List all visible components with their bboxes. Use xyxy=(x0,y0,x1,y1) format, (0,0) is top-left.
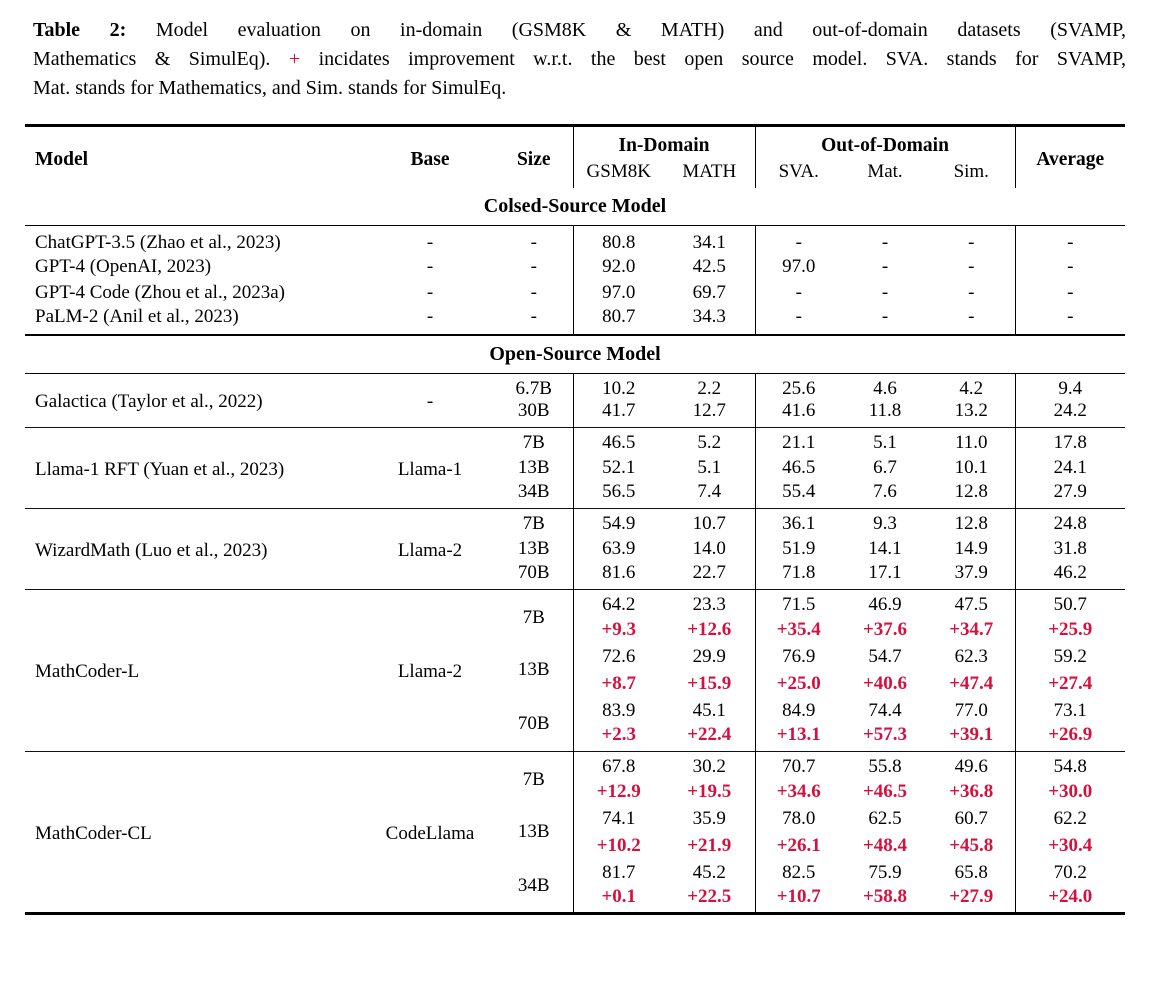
metric-value: 80.7 xyxy=(602,306,636,327)
section-header-row xyxy=(25,335,1125,373)
metric-value: 10.2 xyxy=(602,377,636,399)
metric-value: 62.3 xyxy=(928,643,1015,670)
metric-value: 35.9 xyxy=(664,805,755,832)
improvement-value: +48.4 xyxy=(862,834,908,856)
metric-value: 13.2 xyxy=(928,400,1015,427)
model-size: - xyxy=(495,254,573,280)
metric-value: 10.1 xyxy=(928,454,1015,481)
improvement-value: +12.9 xyxy=(596,780,641,802)
metric-value: - xyxy=(881,306,889,327)
improvement-value: +21.9 xyxy=(664,832,755,859)
metric-value: - xyxy=(795,306,802,327)
metric-value: - xyxy=(1067,232,1074,253)
metric-value: 14.0 xyxy=(664,535,755,562)
metric-value: 30.2 xyxy=(664,751,755,778)
metric-value: - xyxy=(881,256,889,277)
col-header-mathematics: Mat. xyxy=(867,161,903,182)
metric-value: 22.7 xyxy=(664,562,755,589)
metric-value: 54.8 xyxy=(1053,755,1087,777)
metric-value: 52.1 xyxy=(602,456,636,478)
metric-value: 7.6 xyxy=(873,481,897,503)
caption-line-3: Mat. stands for Mathematics, and Sim. stands for SimulEq. xyxy=(33,77,507,99)
metric-value: 78.0 xyxy=(782,807,816,829)
base-model: Llama-1 xyxy=(397,458,463,480)
base-model: Llama-2 xyxy=(397,539,463,561)
metric-value: 59.2 xyxy=(1053,645,1087,667)
table-row xyxy=(25,280,1125,306)
model-name: ChatGPT-3.5 (Zhao et al., 2023) xyxy=(35,232,281,253)
metric-value: 82.5 xyxy=(782,861,816,883)
metric-value: 25.6 xyxy=(782,377,816,399)
model-size: 13B xyxy=(495,643,573,697)
metric-value: 46.5 xyxy=(602,431,636,453)
base-model: - xyxy=(426,306,434,327)
metric-value: 71.8 xyxy=(782,562,816,584)
plus-marker: + xyxy=(288,48,301,70)
metric-value: 5.2 xyxy=(664,427,755,454)
improvement-value: +10.2 xyxy=(596,834,641,856)
metric-value: 77.0 xyxy=(928,697,1015,724)
metric-value: 72.6 xyxy=(602,645,636,667)
improvement-value: +0.1 xyxy=(601,886,637,907)
model-group xyxy=(25,373,1125,427)
col-header-average: Average xyxy=(1036,148,1105,170)
model-size: 13B xyxy=(495,454,573,481)
model-group xyxy=(25,427,1125,508)
improvement-value: +8.7 xyxy=(601,672,637,694)
model-size: 34B xyxy=(495,481,573,508)
model-size: - xyxy=(495,226,573,255)
results-table xyxy=(25,124,1125,915)
table-row xyxy=(25,589,1125,616)
metric-value: 11.0 xyxy=(928,427,1015,454)
metric-value: 47.5 xyxy=(928,589,1015,616)
metric-value: 97.0 xyxy=(602,282,636,303)
improvement-value: +57.3 xyxy=(862,724,908,746)
model-size: 34B xyxy=(495,859,573,914)
table-row xyxy=(25,306,1125,335)
improvement-value: +30.4 xyxy=(1048,834,1093,856)
metric-value: 50.7 xyxy=(1053,593,1087,615)
base-model: - xyxy=(426,232,434,253)
col-header-svamp: SVA. xyxy=(778,161,819,182)
metric-value: 55.8 xyxy=(868,755,902,777)
improvement-value: +58.8 xyxy=(862,886,908,907)
metric-value: 97.0 xyxy=(782,256,816,277)
metric-value: 17.8 xyxy=(1053,431,1087,453)
metric-value: 4.2 xyxy=(928,373,1015,400)
col-header-simuleq: Sim. xyxy=(928,160,1015,188)
caption-text-1: Model evaluation on in-domain (GSM8K & MATH) and out-of-domain datasets (SVAMP, xyxy=(126,19,1126,41)
metric-value: 46.2 xyxy=(1053,562,1087,584)
improvement-value: +30.0 xyxy=(1048,780,1093,802)
model-group xyxy=(25,226,1125,255)
model-name: Galactica (Taylor et al., 2022) xyxy=(35,391,263,412)
metric-value: 67.8 xyxy=(602,755,636,777)
metric-value: 17.1 xyxy=(868,562,902,584)
model-size: 13B xyxy=(495,535,573,562)
improvement-value: +22.4 xyxy=(664,724,755,751)
model-size: 7B xyxy=(495,751,573,805)
caption-text-2b: incidates improvement w.r.t. the best open source model. SVA. stands for SVAMP, xyxy=(300,48,1126,70)
improvement-value: +36.8 xyxy=(928,778,1015,805)
model-name: GPT-4 (OpenAI, 2023) xyxy=(35,256,212,277)
metric-value: 55.4 xyxy=(782,481,816,503)
table-row xyxy=(25,751,1125,778)
improvement-value: +25.9 xyxy=(1048,618,1093,640)
metric-value: 5.1 xyxy=(664,454,755,481)
metric-value: 34.1 xyxy=(664,226,755,255)
metric-value: - xyxy=(928,226,1015,255)
metric-value: 62.2 xyxy=(1053,807,1087,829)
improvement-value: +35.4 xyxy=(776,618,821,640)
model-size: 13B xyxy=(495,805,573,859)
metric-value: 46.5 xyxy=(782,456,816,478)
metric-value: 29.9 xyxy=(664,643,755,670)
metric-value: 49.6 xyxy=(928,751,1015,778)
metric-value: - xyxy=(795,282,802,303)
base-model: - xyxy=(426,256,434,277)
metric-value: 27.9 xyxy=(1053,481,1087,503)
model-name: GPT-4 Code (Zhou et al., 2023a) xyxy=(35,282,285,303)
metric-value: 70.2 xyxy=(1053,861,1087,883)
caption-text-2a: Mathematics & SimulEq). xyxy=(33,48,289,70)
col-header-base: Base xyxy=(410,148,450,170)
model-group xyxy=(25,254,1125,280)
metric-value: 21.1 xyxy=(782,431,816,453)
metric-value: 10.7 xyxy=(664,508,755,535)
model-name: Llama-1 RFT (Yuan et al., 2023) xyxy=(35,458,285,480)
model-group xyxy=(25,306,1125,335)
table-header xyxy=(25,126,1125,188)
improvement-value: +40.6 xyxy=(862,672,908,694)
base-model: CodeLlama xyxy=(385,822,475,844)
metric-value: - xyxy=(928,306,1015,335)
base-model: Llama-2 xyxy=(397,661,463,682)
model-name: MathCoder-CL xyxy=(35,822,152,844)
model-group xyxy=(25,589,1125,751)
metric-value: 24.2 xyxy=(1053,400,1087,422)
metric-value: 63.9 xyxy=(602,537,636,559)
improvement-value: +27.9 xyxy=(928,886,1015,914)
improvement-value: +34.6 xyxy=(776,780,821,802)
col-header-math: MATH xyxy=(664,160,755,188)
metric-value: 75.9 xyxy=(868,861,902,883)
metric-value: - xyxy=(1067,306,1074,327)
model-group xyxy=(25,751,1125,914)
improvement-value: +37.6 xyxy=(862,618,908,640)
model-size: - xyxy=(495,306,573,335)
improvement-value: +2.3 xyxy=(601,724,637,746)
metric-value: 4.6 xyxy=(873,377,897,399)
model-size: 7B xyxy=(495,427,573,454)
table-caption xyxy=(33,16,1126,103)
metric-value: 12.7 xyxy=(664,400,755,427)
metric-value: 14.9 xyxy=(928,535,1015,562)
metric-value: 73.1 xyxy=(1053,699,1087,721)
improvement-value: +10.7 xyxy=(776,886,821,907)
caption-line-1 xyxy=(33,16,1126,45)
metric-value: 9.4 xyxy=(1058,377,1083,399)
model-group xyxy=(25,508,1125,589)
model-size: 30B xyxy=(495,400,573,427)
metric-value: - xyxy=(881,232,889,253)
improvement-value: +13.1 xyxy=(776,724,821,746)
model-size: - xyxy=(495,280,573,306)
metric-value: 12.8 xyxy=(928,481,1015,508)
metric-value: 56.5 xyxy=(602,481,636,503)
col-group-out-of-domain: Out-of-Domain xyxy=(755,126,1015,160)
model-size: 7B xyxy=(495,508,573,535)
metric-value: 81.6 xyxy=(602,562,636,584)
metric-value: 83.9 xyxy=(602,699,636,721)
metric-value: 37.9 xyxy=(928,562,1015,589)
metric-value: 74.1 xyxy=(602,807,636,829)
metric-value: 36.1 xyxy=(782,512,816,534)
metric-value: 54.9 xyxy=(602,512,636,534)
improvement-value: +27.4 xyxy=(1048,672,1093,694)
section-title: Open-Source Model xyxy=(489,342,661,365)
table-row xyxy=(25,373,1125,400)
metric-value: 51.9 xyxy=(782,537,816,559)
col-header-gsm8k: GSM8K xyxy=(586,161,651,182)
improvement-value: +15.9 xyxy=(664,670,755,697)
metric-value: 23.3 xyxy=(664,589,755,616)
model-group xyxy=(25,280,1125,306)
model-size: 6.7B xyxy=(495,373,573,400)
metric-value: 31.8 xyxy=(1053,537,1087,559)
improvement-value: +25.0 xyxy=(776,672,821,694)
improvement-value: +22.5 xyxy=(664,886,755,914)
metric-value: 76.9 xyxy=(782,645,816,667)
metric-value: 70.7 xyxy=(782,755,816,777)
metric-value: 6.7 xyxy=(873,456,897,478)
metric-value: - xyxy=(928,254,1015,280)
metric-value: 42.5 xyxy=(664,254,755,280)
metric-value: - xyxy=(1067,282,1074,303)
metric-value: 74.4 xyxy=(868,699,902,721)
metric-value: 45.1 xyxy=(664,697,755,724)
model-name: WizardMath (Luo et al., 2023) xyxy=(35,539,268,561)
metric-value: 24.8 xyxy=(1053,512,1087,534)
metric-value: 5.1 xyxy=(873,431,897,453)
metric-value: - xyxy=(928,280,1015,306)
section-header-row xyxy=(25,188,1125,226)
metric-value: 14.1 xyxy=(868,537,902,559)
model-size: 7B xyxy=(495,589,573,643)
caption-line-2 xyxy=(33,45,1126,74)
metric-value: 11.8 xyxy=(868,400,902,422)
table-row xyxy=(25,508,1125,535)
base-model: - xyxy=(426,282,434,303)
improvement-value: +12.6 xyxy=(664,616,755,643)
improvement-value: +39.1 xyxy=(928,724,1015,751)
section-title: Colsed-Source Model xyxy=(483,194,667,217)
improvement-value: +26.1 xyxy=(776,834,821,856)
metric-value: 84.9 xyxy=(782,699,816,721)
improvement-value: +26.9 xyxy=(1048,724,1093,746)
metric-value: - xyxy=(881,282,889,303)
col-group-in-domain: In-Domain xyxy=(573,126,755,160)
table-row xyxy=(25,226,1125,255)
improvement-value: +19.5 xyxy=(664,778,755,805)
metric-value: 71.5 xyxy=(782,593,816,615)
model-name: MathCoder-L xyxy=(35,661,140,682)
metric-value: 60.7 xyxy=(928,805,1015,832)
metric-value: 9.3 xyxy=(873,512,897,534)
metric-value: 46.9 xyxy=(868,593,902,615)
improvement-value: +45.8 xyxy=(928,832,1015,859)
metric-value: 80.8 xyxy=(602,232,636,253)
metric-value: 69.7 xyxy=(664,280,755,306)
base-model: - xyxy=(426,391,434,412)
improvement-value: +24.0 xyxy=(1048,886,1093,907)
metric-value: 41.6 xyxy=(782,400,816,422)
metric-value: 34.3 xyxy=(664,306,755,335)
metric-value: 62.5 xyxy=(868,807,902,829)
metric-value: 45.2 xyxy=(664,859,755,886)
col-header-size: Size xyxy=(495,126,573,188)
metric-value: - xyxy=(795,232,802,253)
improvement-value: +34.7 xyxy=(928,616,1015,643)
metric-value: 64.2 xyxy=(602,593,636,615)
metric-value: 7.4 xyxy=(664,481,755,508)
model-name: PaLM-2 (Anil et al., 2023) xyxy=(35,306,239,327)
improvement-value: +9.3 xyxy=(601,618,637,640)
metric-value: 65.8 xyxy=(928,859,1015,886)
improvement-value: +47.4 xyxy=(928,670,1015,697)
metric-value: 54.7 xyxy=(868,645,902,667)
improvement-value: +46.5 xyxy=(862,780,908,802)
metric-value: - xyxy=(1067,256,1074,277)
metric-value: 81.7 xyxy=(602,861,636,883)
metric-value: 24.1 xyxy=(1053,456,1087,478)
metric-value: 41.7 xyxy=(602,400,636,422)
metric-value: 12.8 xyxy=(928,508,1015,535)
table-row xyxy=(25,427,1125,454)
caption-label: Table 2: xyxy=(33,19,127,41)
metric-value: 2.2 xyxy=(664,373,755,400)
col-header-model: Model xyxy=(35,148,89,170)
metric-value: 92.0 xyxy=(602,256,636,277)
table-row xyxy=(25,254,1125,280)
model-size: 70B xyxy=(495,562,573,589)
model-size: 70B xyxy=(495,697,573,751)
